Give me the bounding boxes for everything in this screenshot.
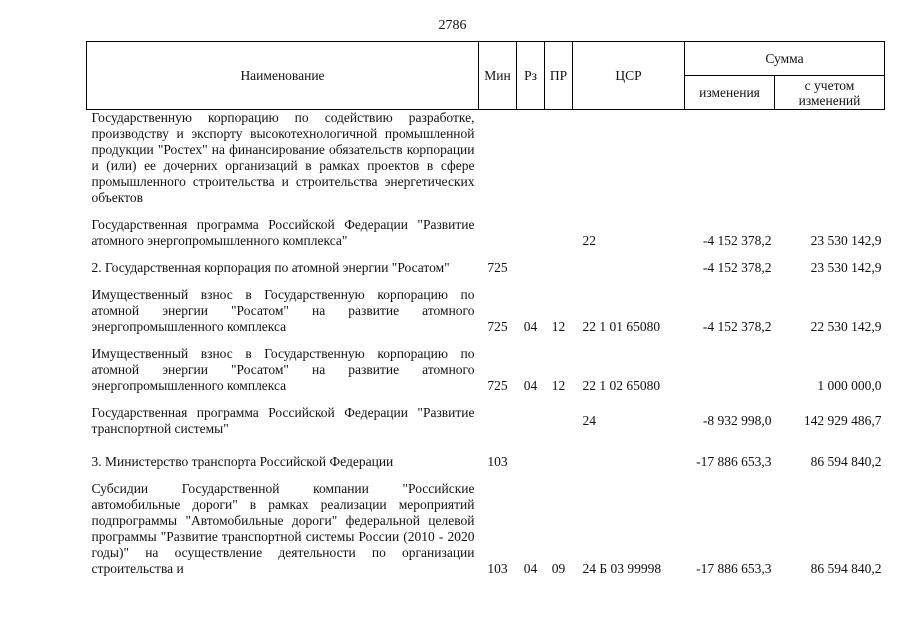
row-min bbox=[479, 217, 517, 252]
header-change: изменения bbox=[685, 76, 775, 110]
row-rz bbox=[517, 110, 545, 210]
table-row bbox=[87, 346, 885, 397]
header-name: Наименование bbox=[87, 42, 479, 110]
table-row bbox=[87, 260, 885, 279]
row-csr: 22 1 02 65080 bbox=[582, 378, 661, 393]
header-pr: ПР bbox=[545, 42, 573, 110]
row-change: -8 932 998,0 bbox=[702, 413, 772, 428]
row-csr: 22 bbox=[582, 233, 596, 248]
row-change bbox=[685, 110, 775, 210]
table-row bbox=[87, 454, 885, 473]
row-rz bbox=[517, 405, 545, 440]
row-pr bbox=[545, 454, 573, 473]
row-with-change: 142 929 486,7 bbox=[803, 413, 882, 428]
row-name: 3. Министерство транспорта Российской Федерации bbox=[91, 454, 394, 469]
row-name: Имущественный взнос в Государственную корпорацию по атомной энергии "Росатом" на развитие атомного энергопромышленного комплекса bbox=[91, 346, 475, 393]
row-csr: 24 Б 03 99998 bbox=[582, 561, 662, 576]
row-min: 103 bbox=[487, 454, 508, 469]
header-with-change: с учетом изменений bbox=[775, 76, 885, 110]
page-number: 2786 bbox=[438, 18, 467, 33]
row-with-change: 86 594 840,2 bbox=[810, 561, 882, 576]
row-with-change: 23 530 142,9 bbox=[810, 233, 882, 248]
row-with-change: 23 530 142,9 bbox=[810, 260, 882, 275]
header-csr: ЦСР bbox=[573, 42, 685, 110]
row-min: 725 bbox=[487, 319, 508, 334]
row-name: 2. Государственная корпорация по атомной энергии "Росатом" bbox=[91, 260, 450, 275]
table-row bbox=[87, 481, 885, 580]
row-csr bbox=[573, 110, 685, 210]
row-min: 725 bbox=[487, 378, 508, 393]
table-row bbox=[87, 405, 885, 440]
row-name: Государственная программа Российской Федерации "Развитие транспортной системы" bbox=[91, 405, 475, 436]
row-rz bbox=[517, 260, 545, 279]
row-with-change: 1 000 000,0 bbox=[817, 378, 882, 393]
row-min: 725 bbox=[487, 260, 508, 275]
row-name: Государственная программа Российской Федерации "Развитие атомного энергопромышленного комплекса" bbox=[91, 217, 475, 248]
row-rz bbox=[517, 454, 545, 473]
row-name: Государственную корпорацию по содействию разработке, производству и экспорту высокотехнологичной промышленной продукции "Ростех" на финансирование обязательств корпорации и (или) ее дочерних организаций в рамках проектов в сфере промышленного строительства и строительства энергетических объектов bbox=[91, 110, 475, 205]
row-min bbox=[479, 110, 517, 210]
row-with-change: 22 530 142,9 bbox=[810, 319, 882, 334]
row-change: -4 152 378,2 bbox=[702, 319, 772, 334]
row-csr bbox=[573, 260, 685, 279]
row-change: -4 152 378,2 bbox=[702, 233, 772, 248]
row-change: -4 152 378,2 bbox=[702, 260, 772, 275]
row-pr bbox=[545, 110, 573, 210]
row-with-change bbox=[775, 110, 885, 210]
table-row bbox=[87, 217, 885, 252]
header-min: Мин bbox=[479, 42, 517, 110]
row-pr: 12 bbox=[551, 319, 566, 334]
row-csr bbox=[573, 454, 685, 473]
budget-table bbox=[86, 41, 885, 580]
row-rz: 04 bbox=[523, 378, 538, 393]
row-pr: 09 bbox=[551, 561, 566, 576]
header-sum: Сумма bbox=[685, 42, 885, 76]
table-row bbox=[87, 110, 885, 210]
row-rz bbox=[517, 217, 545, 252]
header-rz: Рз bbox=[517, 42, 545, 110]
row-change: -17 886 653,3 bbox=[696, 561, 772, 576]
row-name: Субсидии Государственной компании "Российские автомобильные дороги" в рамках реализации мероприятий подпрограммы "Автомобильные дороги" федеральной целевой программы "Развитие транспортной системы России (2010 - 2020 годы)" на осуществление деятельности по организации строительства и bbox=[91, 481, 475, 576]
row-pr bbox=[545, 260, 573, 279]
table-row bbox=[87, 287, 885, 338]
row-min bbox=[479, 405, 517, 440]
row-rz: 04 bbox=[523, 319, 538, 334]
row-with-change: 86 594 840,2 bbox=[810, 454, 882, 469]
row-csr: 24 bbox=[582, 413, 596, 428]
row-min: 103 bbox=[487, 561, 508, 576]
row-pr bbox=[545, 217, 573, 252]
row-rz: 04 bbox=[523, 561, 538, 576]
row-change: -17 886 653,3 bbox=[696, 454, 772, 469]
row-pr bbox=[545, 405, 573, 440]
row-name: Имущественный взнос в Государственную корпорацию по атомной энергии "Росатом" на развитие атомного энергопромышленного комплекса bbox=[91, 287, 475, 334]
row-change bbox=[685, 346, 775, 397]
row-csr: 22 1 01 65080 bbox=[582, 319, 661, 334]
row-pr: 12 bbox=[551, 378, 566, 393]
